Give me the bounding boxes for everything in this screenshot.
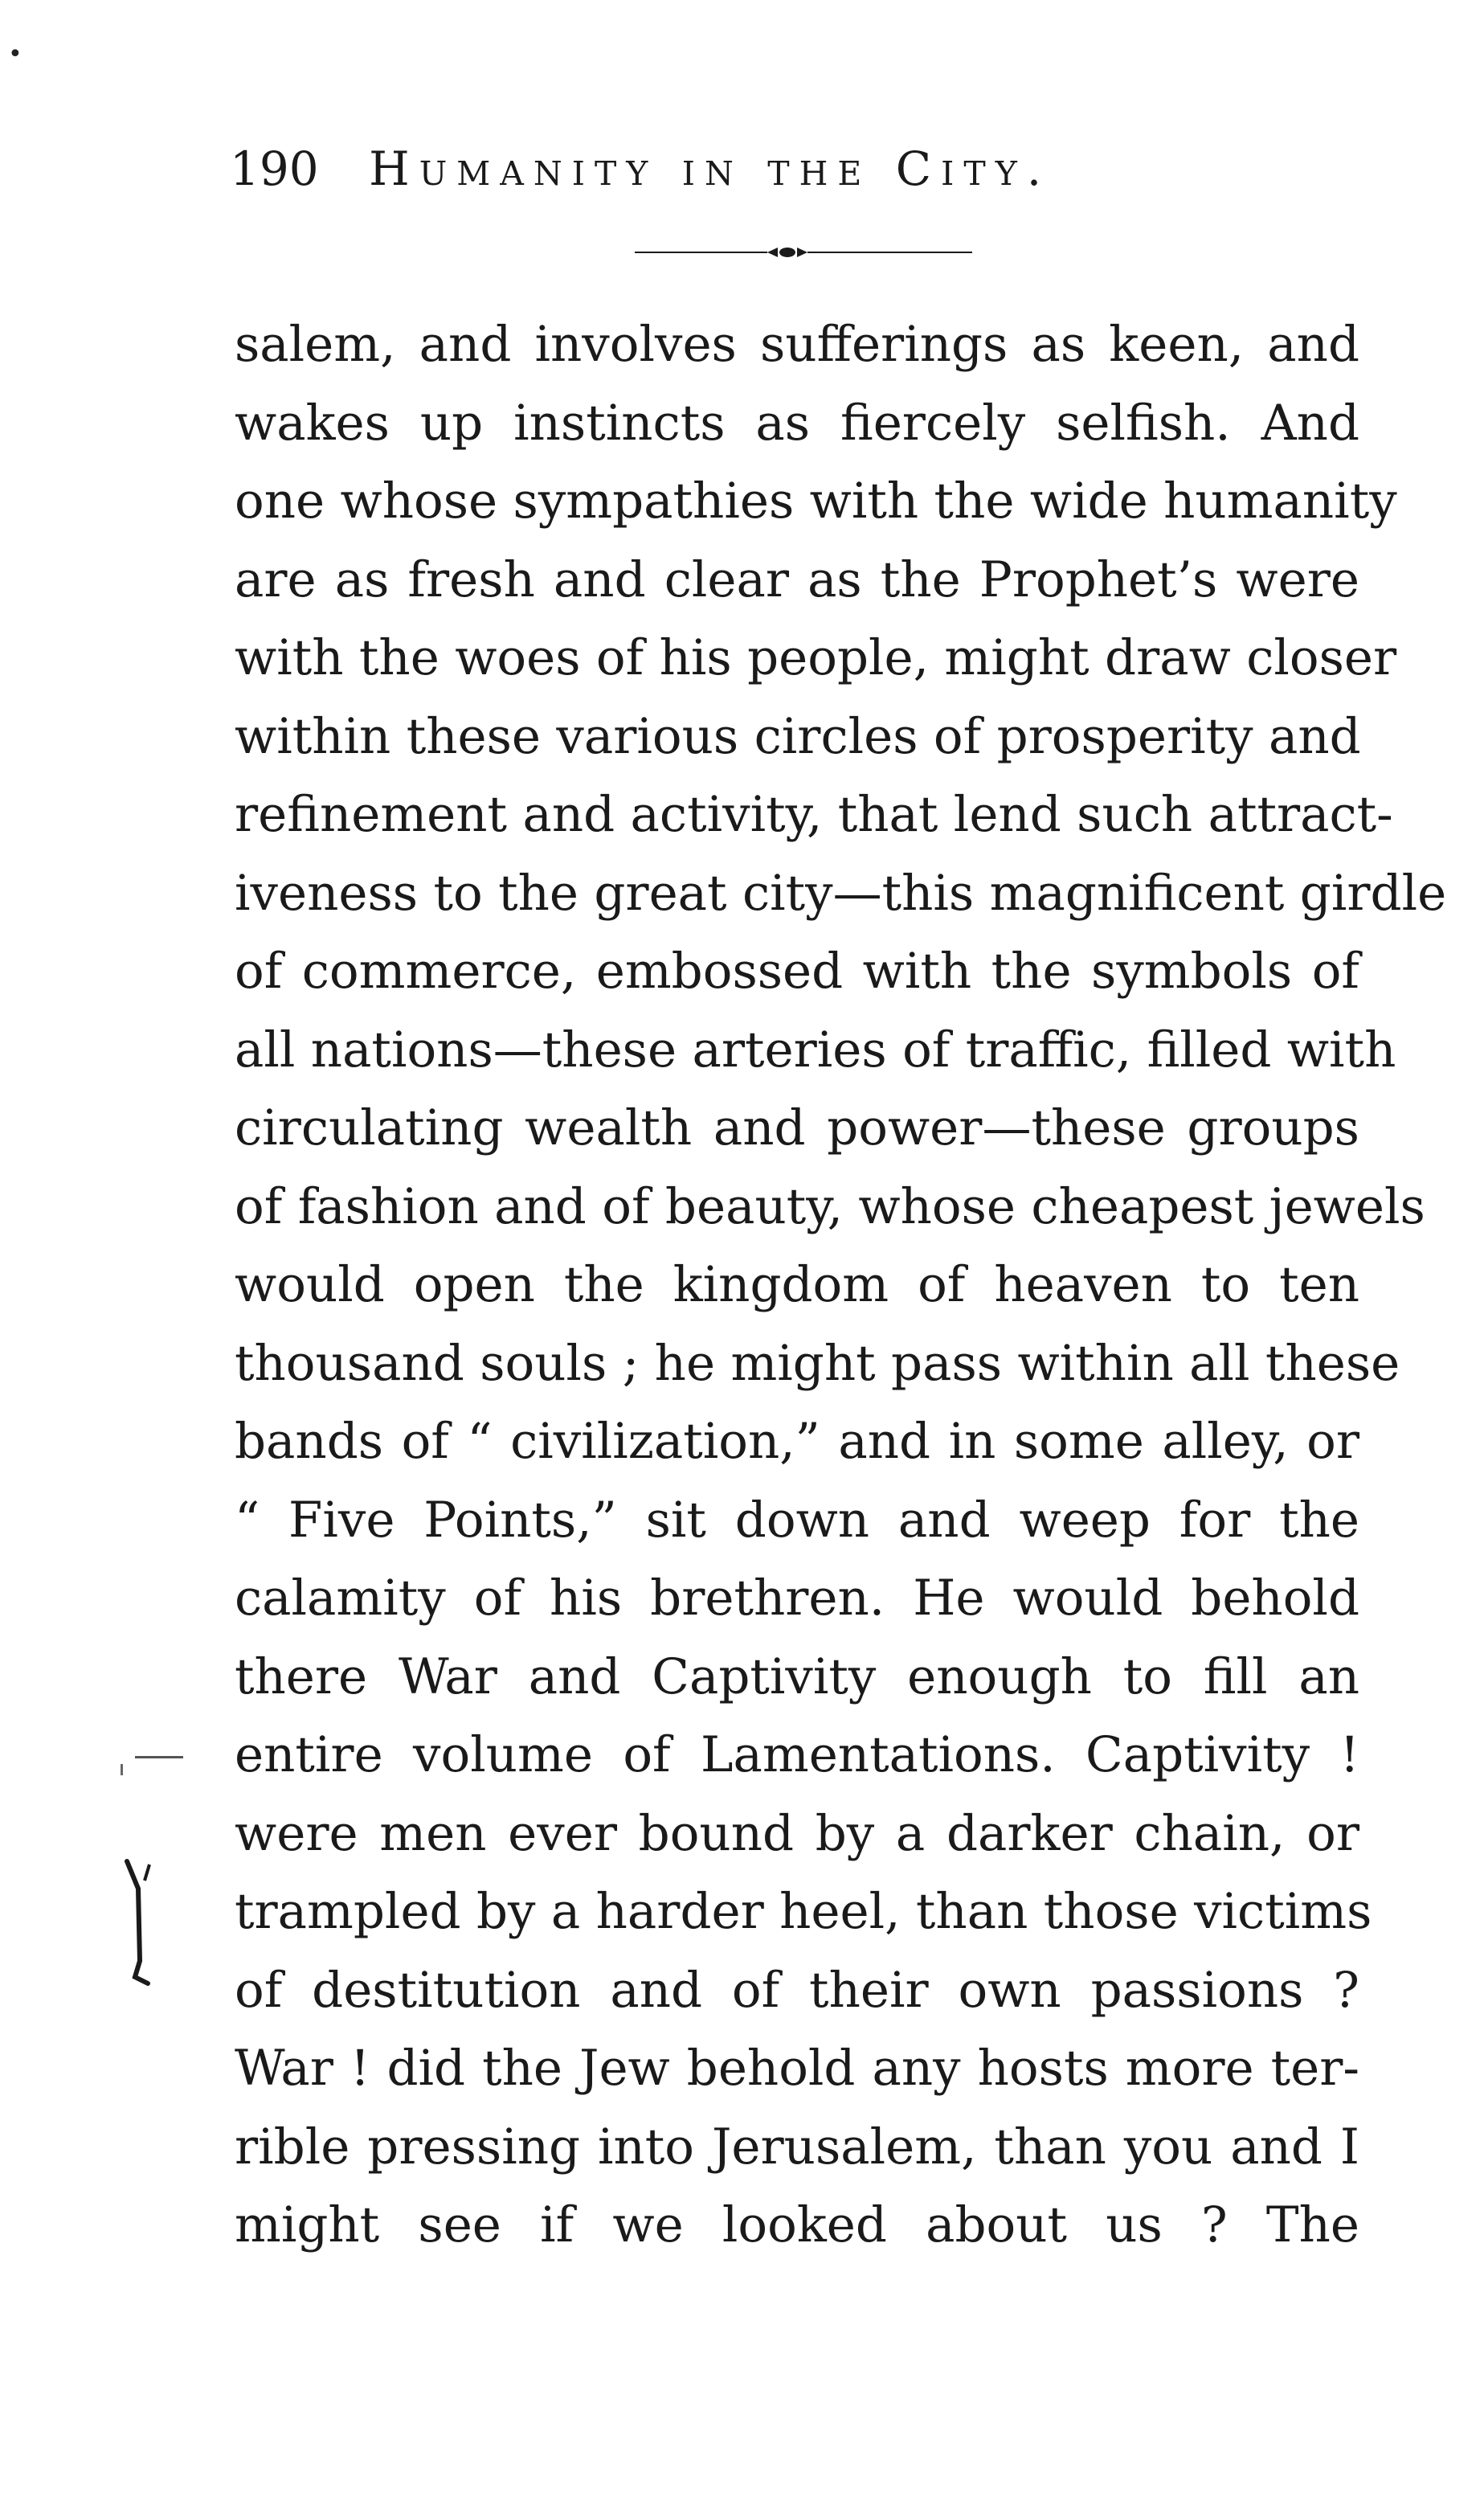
ink-speck: •: [8, 40, 22, 68]
text-line: trampled by a harder heel, than those victims: [235, 1883, 1372, 1940]
text-line: War ! did the Jew behold any hosts more ter-: [235, 2040, 1359, 2097]
text-line: of destitution and of their own passions ?: [235, 1961, 1359, 2019]
text-line: were men ever bound by a darker chain, or: [235, 1804, 1359, 1862]
text-line: calamity of his brethren. He would behold: [235, 1570, 1359, 1627]
text-line: thousand souls ; he might pass within all these: [235, 1334, 1400, 1392]
text-line: with the woes of his people, might draw closer: [235, 629, 1397, 686]
text-line: rible pressing into Jerusalem, than you and I: [235, 2118, 1359, 2176]
margin-bracket-mark: [121, 1856, 161, 1993]
text-line: “ Five Points,” sit down and weep for the: [235, 1491, 1359, 1549]
running-head: Humanity in the City.: [369, 141, 1052, 196]
header-ornament: [635, 244, 972, 260]
text-line: are as fresh and clear as the Prophet’s were: [235, 551, 1359, 608]
margin-mark: [121, 1764, 123, 1775]
text-line: all nations—these arteries of traffic, filled with: [235, 1021, 1396, 1079]
text-line: refinement and activity, that lend such attract-: [235, 786, 1393, 843]
text-line: circulating wealth and power—these groups: [235, 1099, 1359, 1156]
text-line: would open the kingdom of heaven to ten: [235, 1256, 1359, 1313]
page-number: 190: [230, 141, 319, 196]
text-line: entire volume of Lamentations. Captivity !: [235, 1726, 1359, 1783]
text-line: within these various circles of prosperity and: [235, 707, 1361, 765]
body-text: [235, 305, 1447, 2265]
text-line: of commerce, embossed with the symbols of: [235, 943, 1359, 1000]
text-line: salem, and involves sufferings as keen, and: [235, 316, 1359, 373]
page-header: [230, 137, 1274, 201]
text-line: there War and Captivity enough to fill an: [235, 1648, 1359, 1705]
margin-mark: [135, 1756, 183, 1758]
text-line: bands of “ civilization,” and in some alley, or: [235, 1413, 1359, 1470]
text-line: might see if we looked about us ? The: [235, 2196, 1359, 2253]
text-line: one whose sympathies with the wide humanity: [235, 473, 1397, 530]
text-line: iveness to the great city—this magnificent girdle: [235, 864, 1447, 922]
text-line: of fashion and of beauty, whose cheapest jewels: [235, 1177, 1425, 1235]
text-line: wakes up instincts as fiercely selfish. And: [235, 394, 1359, 452]
